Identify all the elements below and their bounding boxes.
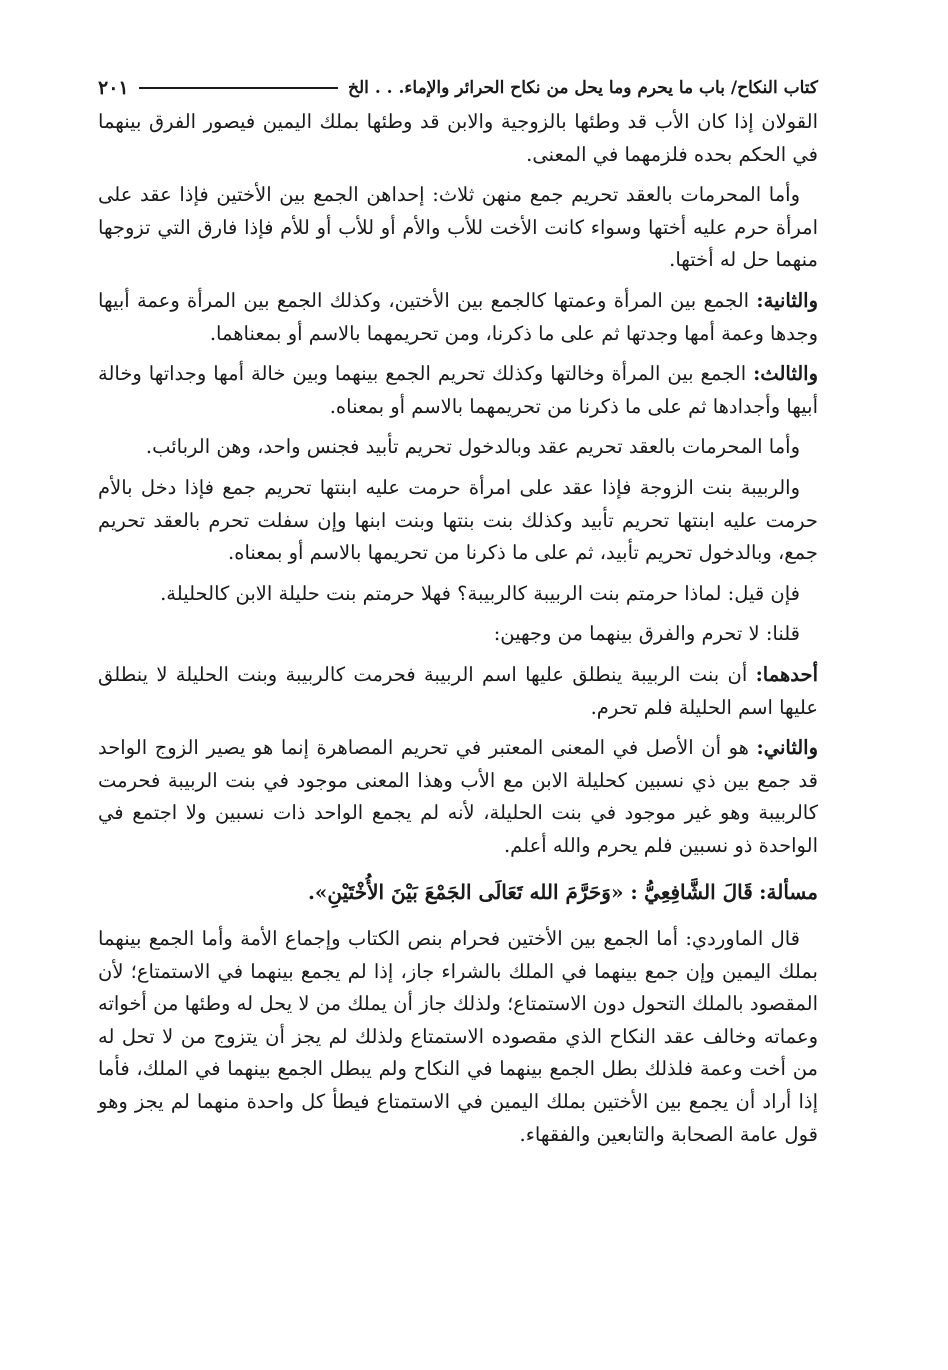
paragraph-5 — [98, 431, 818, 464]
header-rule — [139, 87, 338, 89]
paragraph-text: هو أن الأصل في المعنى المعتبر في تحريم المصاهرة إنما هو يصير الزوج الواحد قد جمع بين ذي نسبين كحليلة الابن مع الأب وهذا المعنى موجود في بنت الربيبة فحرمت كالربيبة وهو غير موجود في بنت الحليلة، لأنه لم يجمع الواحد ذات نسبين ولا اجتمع في الواحدة ذو نسبين فلم يحرم والله أعلم. — [98, 736, 818, 857]
paragraph-lead: والثالث: — [753, 362, 818, 386]
page-number: ٢٠١ — [98, 77, 129, 99]
paragraph-text: القولان إذا كان الأب قد وطئها بالزوجية والابن قد وطئها بملك اليمين فيصور الفرق بينهما في الحكم بحده فلزمهما في المعنى. — [98, 110, 818, 166]
paragraph-text: أن بنت الربيبة ينطلق عليها اسم الربيبة فحرمت كالربيبة وبنت الحليلة لا ينطلق عليها اسم الحليلة فلم تحرم. — [98, 662, 818, 719]
paragraph-text: الجمع بين المرأة وعمتها كالجمع بين الأختين، وكذلك الجمع بين المرأة وعمة أبيها وجدها وعمة أمها وجدتها ثم على ما ذكرنا، ومن تحريمهما بالاسم أو بمعناهما. — [98, 288, 818, 345]
paragraph-text: وأما المحرمات بالعقد تحريم جمع منهن ثلاث: إحداهن الجمع بين الأختين فإذا عقد على امرأة حرم عليه أختها وسواء كانت الأخت للأب والأم أو للأب أو للأم فإذا فارق التي تزوجها منهما حل له أختها. — [98, 183, 818, 272]
paragraph-text: فإن قيل: لماذا حرمتم بنت الربيبة كالربيبة؟ فهلا حرمتم بنت حليلة الابن كالحليلة. — [160, 581, 800, 605]
paragraph-6 — [98, 472, 818, 570]
running-header — [98, 70, 818, 106]
paragraph-4 — [98, 358, 818, 423]
paragraph-2 — [98, 179, 818, 277]
paragraph-7 — [98, 578, 818, 611]
paragraph-text: قلنا: لا تحرم والفرق بينهما من وجهين: — [493, 622, 800, 646]
paragraph-9 — [98, 659, 818, 724]
paragraph-3 — [98, 285, 818, 350]
page-body — [98, 106, 818, 1151]
paragraph-10 — [98, 732, 818, 862]
paragraph-8 — [98, 618, 818, 651]
header-title: كتاب النكاح/ باب ما يحرم وما يحل من نكاح الحرائر والإماء. . . الخ — [348, 78, 818, 98]
masala-quote: : «وَحَرَّمَ الله تَعَالَى الجَمْعَ بَيْنَ الأُخْتَيْنِ». — [307, 880, 638, 905]
paragraph-lead: أحدهما: — [755, 662, 819, 686]
paragraph-text: والربيبة بنت الزوجة فإذا عقد على امرأة حرمت عليه ابنتها تحريم جمع فإذا دخل بالأم حرمت عليه ابنتها تحريم تأبيد وكذلك بنت بنتها وبنت ابنها وإن سفلت تحرم بالعقد تحريم جمع، وبالدخول تحريم تأبيد، ثم على ما ذكرنا من تحريمها بالاسم أو بمعناه. — [98, 475, 818, 565]
paragraph-text: الجمع بين المرأة وخالتها وكذلك تحريم الجمع بينهما وبين خالة أمها وجداتها وخالة أبيها وأجدادها ثم على ما ذكرنا من تحريمهما بالاسم أو بمعناه. — [98, 362, 818, 418]
paragraph-lead: والثاني: — [756, 736, 818, 760]
masala-speaker: قَالَ الشَّافِعِيُّ — [644, 880, 753, 905]
masala-heading — [98, 876, 818, 909]
paragraph-lead: والثانية: — [756, 288, 818, 312]
book-page — [98, 70, 818, 1159]
paragraph-final — [98, 923, 818, 1151]
paragraph-1 — [98, 106, 818, 171]
paragraph-text: وأما المحرمات بالعقد تحريم عقد وبالدخول تحريم تأبيد فجنس واحد، وهن الربائب. — [145, 435, 800, 459]
masala-label: مسألة: — [759, 880, 818, 905]
paragraph-text: قال الماوردي: أما الجمع بين الأختين فحرام بنص الكتاب وإجماع الأمة وأما الجمع بينهما بملك اليمين وإن جمع بينهما في الملك بالشراء جاز، إذا لم يجمع بينهما في الاستمتاع؛ لأن المقصود بالملك التحول دون الاستمتاع؛ ولذلك جاز أن يملك من لا يحل له وطئها من أخواته وعماته وخالف عقد النكاح الذي مقصوده الاستمتاع ولذلك لم يجز أن يتزوج من لا تحل له من أخت وعمة فلذلك بطل الجمع بينهما في النكاح ولم يبطل الجمع بينهما في الملك، فأما إذا أراد أن يجمع بين الأختين بملك اليمين في الاستمتاع فيطأ كل واحدة منهما لم يجز وهو قول عامة الصحابة والتابعين والفقهاء. — [98, 927, 818, 1146]
